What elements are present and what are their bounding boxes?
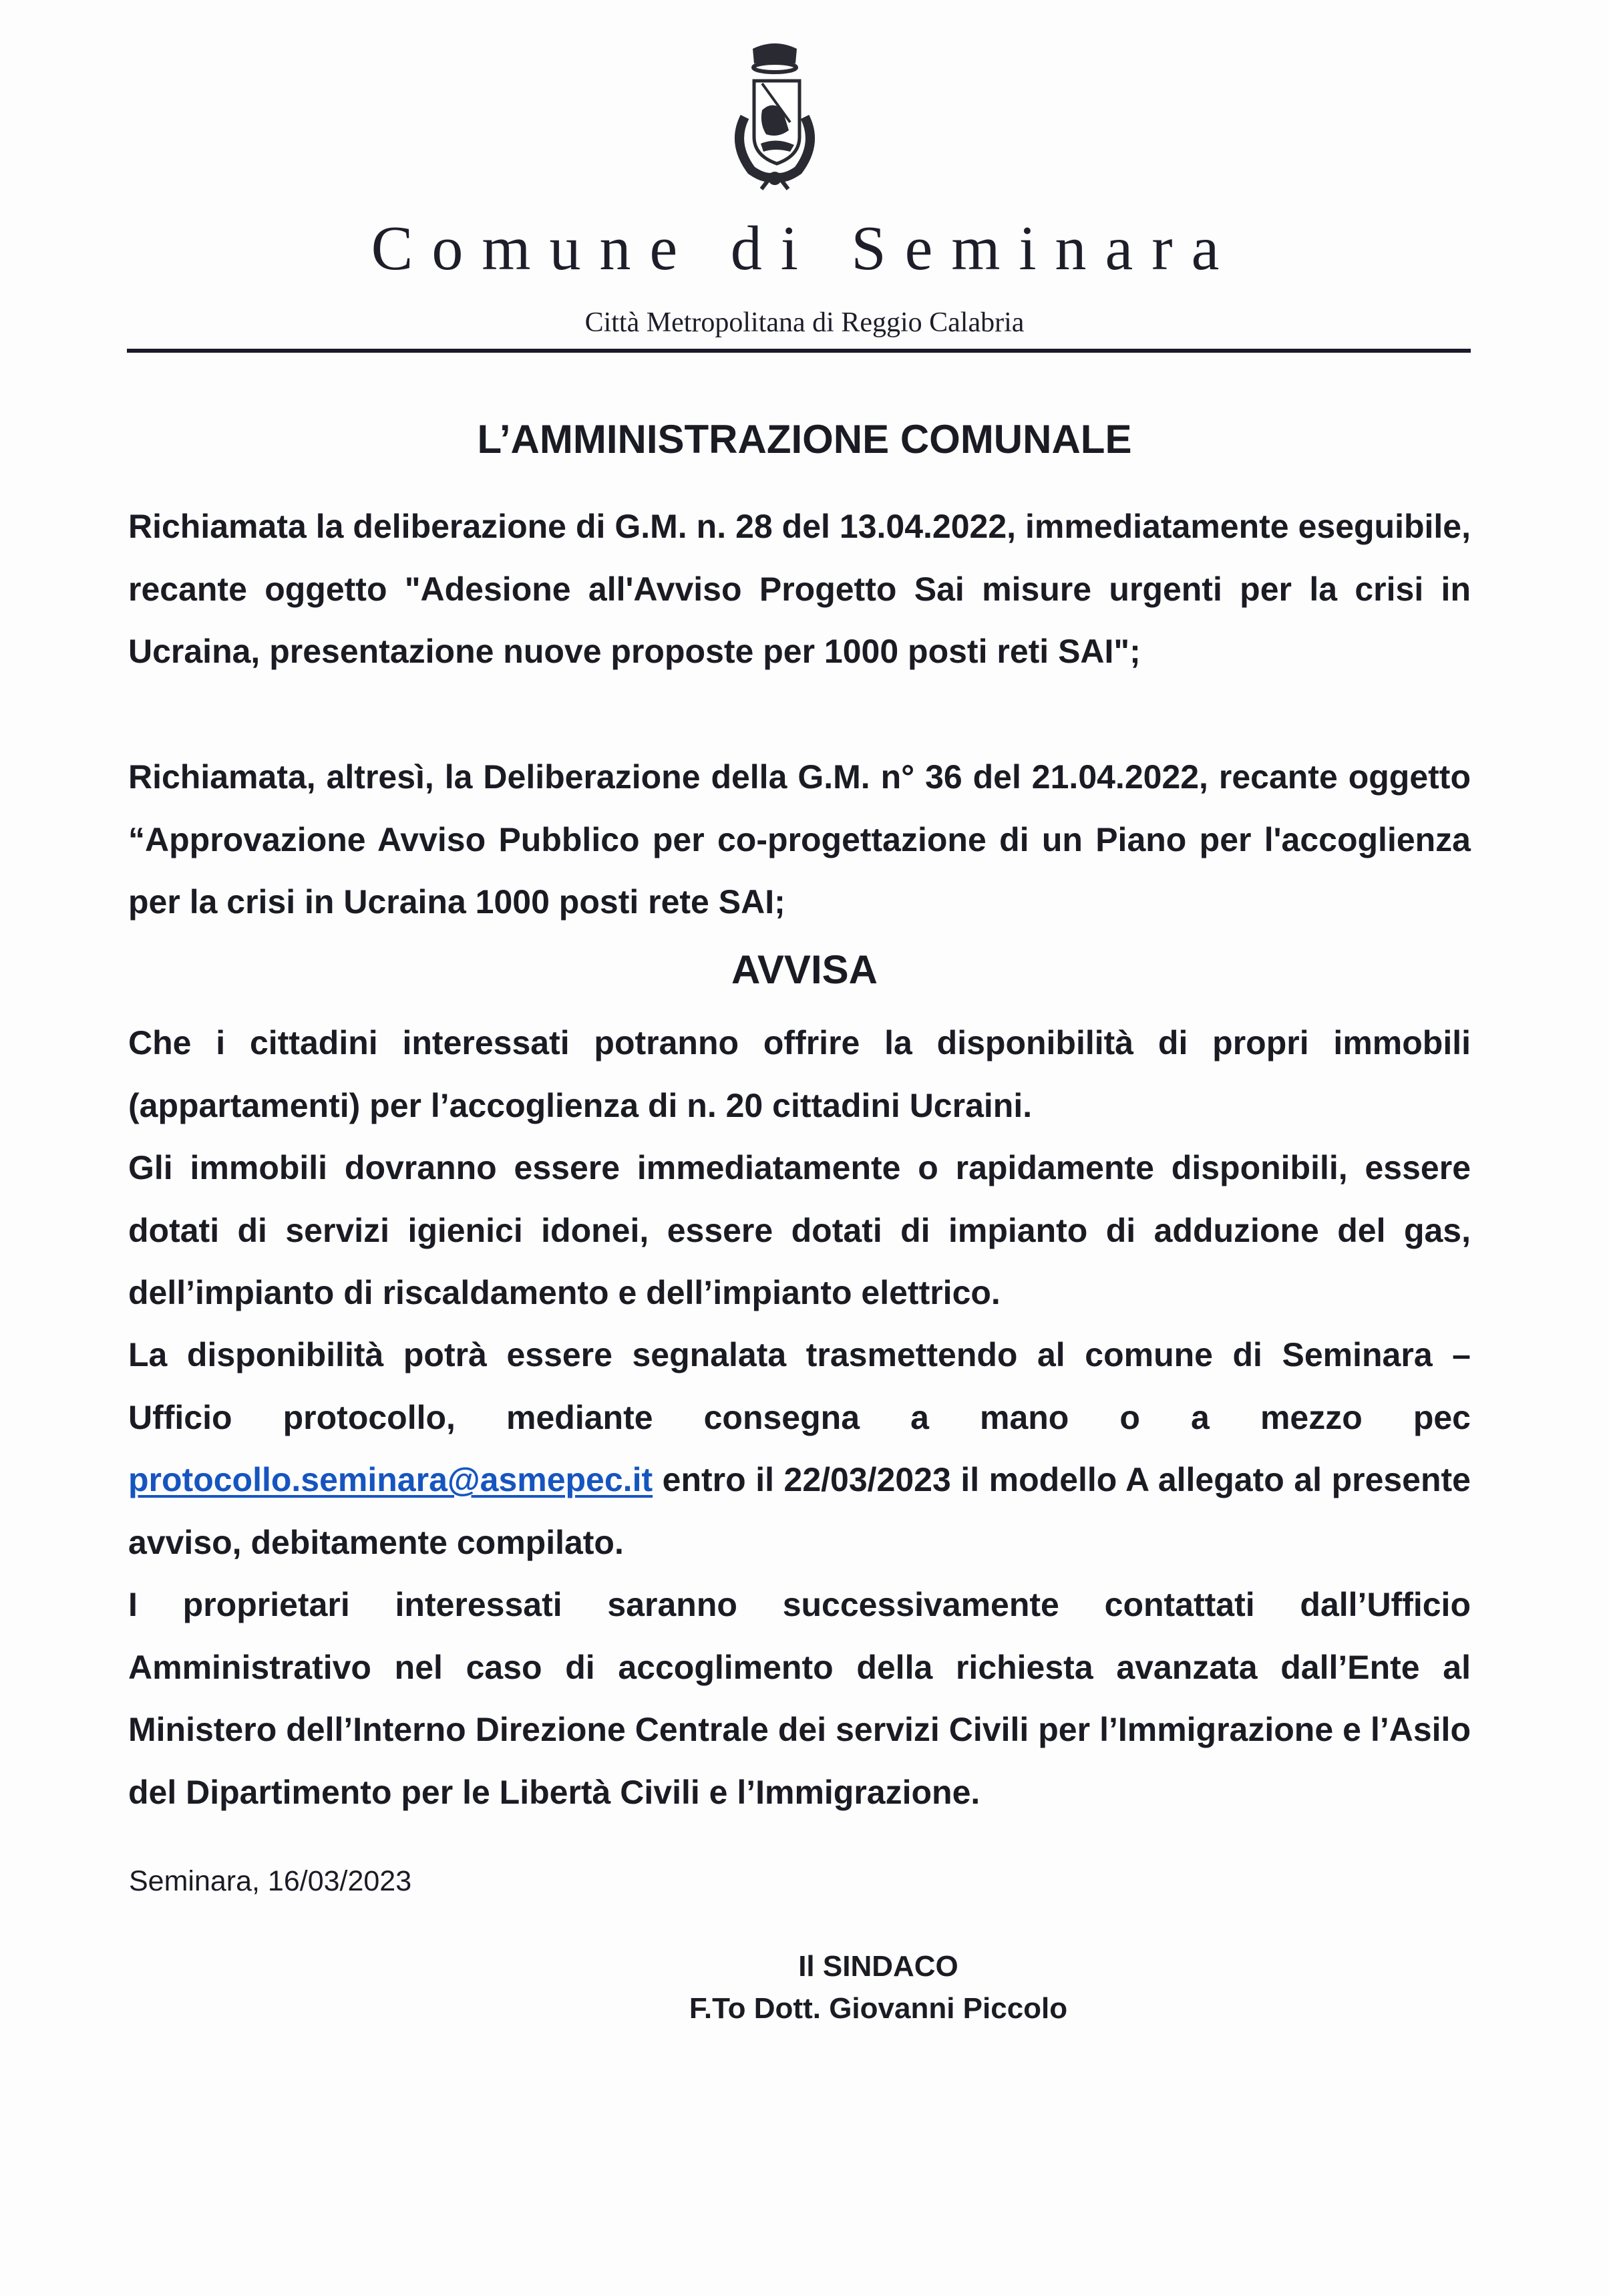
signatory-name: F.To Dott. Giovanni Piccolo	[689, 1992, 1068, 2025]
premise-paragraph: Richiamata la deliberazione di G.M. n. 28 del 13.04.2022, immediatamente eseguibile, recante oggetto "Adesione all'Avviso Progetto Sai misure urgenti per la crisi in Ucraina, presentazione nuove proposte per 1000 posti reti SAI";	[128, 508, 1471, 670]
notice-paragraph-contact: I proprietari interessati saranno successivamente contattati dall’Ufficio Amministrativo nel caso di accoglimento della richiesta avanzata dall’Ente al Ministero dell’Interno Direzione Centrale dei servizi Civili per l’Immigrazione e l’Asilo del Dipartimento per le Libertà Civili e l’Immigrazione.	[128, 1586, 1471, 1811]
submission-text-after: entro il 22/03/2023 il modello A allegato al presente avviso, debitamente compilato.	[128, 1461, 1471, 1561]
contact-block	[128, 1574, 1471, 1824]
submission-block	[128, 1324, 1471, 1574]
premise-block-2	[128, 746, 1471, 934]
notice-paragraph-submission	[128, 1324, 1471, 1574]
notice-paragraph-requirements: Gli immobili dovranno essere immediatamente o rapidamente disponibili, essere dotati di servizi igienici idonei, essere dotati di impianto di adduzione del gas, dell’impianto di riscaldamento e dell’impianto elettrico.	[128, 1149, 1471, 1311]
municipality-title: Comune di Seminara	[371, 214, 1238, 283]
premise-paragraph: Richiamata, altresì, la Deliberazione della G.M. n° 36 del 21.04.2022, recante oggetto “Approvazione Avviso Pubblico per co-progettazione di un Piano per l'accoglienza per la crisi in Ucraina 1000 posti rete SAI;	[128, 758, 1471, 921]
avvisa-heading: AVVISA	[731, 947, 878, 992]
premise-block-1	[128, 496, 1471, 683]
submission-text-before: La disponibilità potrà essere segnalata trasmettendo al comune di Seminara – Ufficio protocollo, mediante consegna a mano o a mezzo pec	[128, 1336, 1471, 1436]
municipal-coat-of-arms-icon	[705, 37, 845, 190]
pec-email-link[interactable]: protocollo.seminara@asmepec.it	[128, 1461, 653, 1498]
document-heading: L’AMMINISTRAZIONE COMUNALE	[477, 417, 1132, 462]
notice-paragraph-availability: Che i cittadini interessati potranno offrire la disponibilità di propri immobili (appartamenti) per l’accoglienza di n. 20 cittadini Ucraini.	[128, 1024, 1471, 1124]
notice-block	[128, 1012, 1471, 1325]
place-and-date: Seminara, 16/03/2023	[129, 1865, 412, 1897]
municipality-subtitle: Città Metropolitana di Reggio Calabria	[584, 307, 1025, 338]
header-divider	[127, 349, 1471, 353]
signatory-role: Il SINDACO	[798, 1950, 958, 1983]
